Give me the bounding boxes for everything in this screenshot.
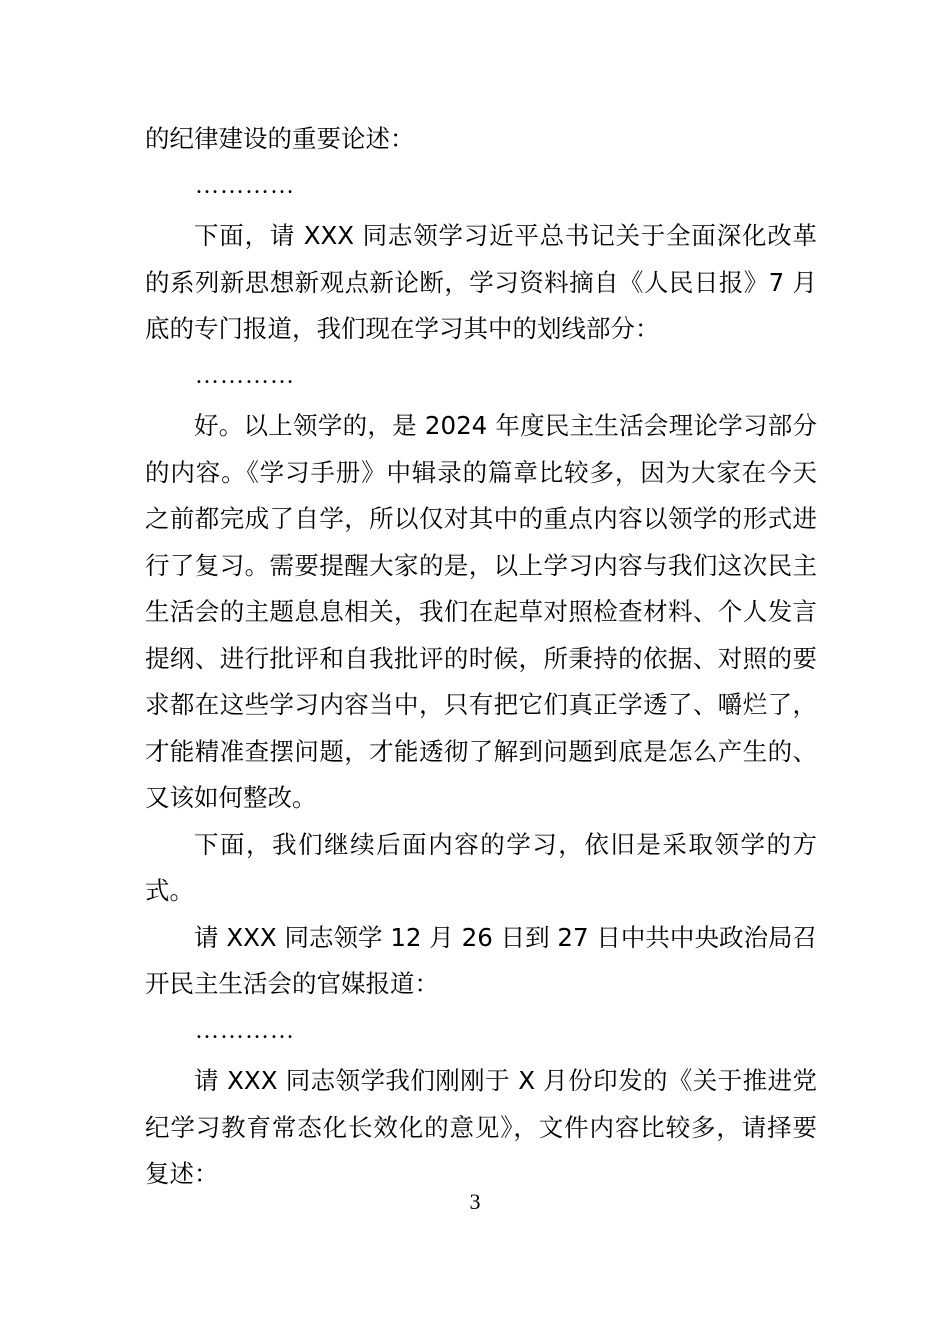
document-body	[145, 116, 817, 1198]
ellipsis-3: …………	[195, 1017, 295, 1044]
paragraph-1: 的纪律建设的重要论述：	[145, 124, 415, 153]
paragraph-2: 下面，请 XXX 同志领学习近平总书记关于全面深化改革的系列新思想新观点新论断，学习资料摘自《人民日报》7 月底的专门报道，我们现在学习其中的划线部分：	[145, 221, 817, 343]
paragraph-3: 好。以上领学的，是 2024 年度民主生活会理论学习部分的内容。《学习手册》中辑录的篇章比较多，因为大家在今天之前都完成了自学，所以仅对其中的重点内容以领学的形式进行了复习。需要提醒大家的是，以上学习内容与我们这次民主生活会的主题息息相关，我们在起草对照检查材料、个人发言提纲、进行批评和自我批评的时候，所秉持的依据、对照的要求都在这些学习内容当中，只有把它们真正学透了、嚼烂了，才能精准查摆问题，才能透彻了解到问题到底是怎么产生的、又该如何整改。	[145, 411, 817, 812]
ellipsis-2: …………	[195, 362, 295, 389]
paragraph-4: 下面，我们继续后面内容的学习，依旧是采取领学的方式。	[145, 829, 817, 905]
paragraph-5: 请 XXX 同志领学 12 月 26 日到 27 日中共中央政治局召开民主生活会的官媒报道：	[145, 922, 817, 998]
ellipsis-1: …………	[195, 172, 295, 199]
page-number: 3	[469, 1189, 481, 1214]
paragraph-6: 请 XXX 同志领学我们刚刚于 X 月份印发的《关于推进党纪学习教育常态化长效化的意见》，文件内容比较多，请择要复述：	[145, 1066, 817, 1188]
